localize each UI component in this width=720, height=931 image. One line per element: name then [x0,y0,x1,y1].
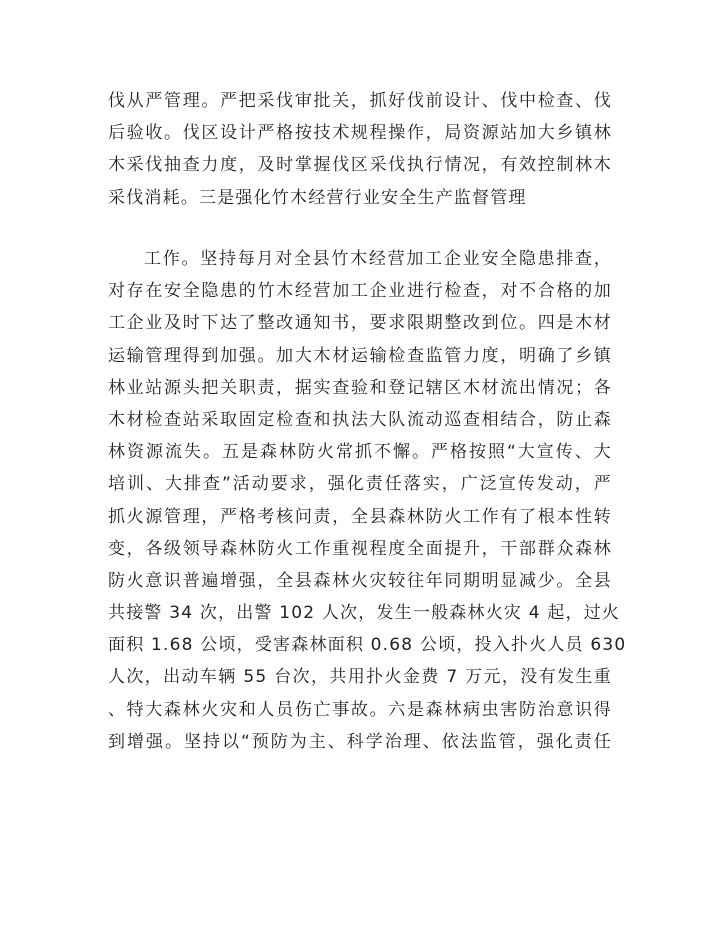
text-line: 面积 1.68 公顷，受害森林面积 0.68 公顷，投入扑火人员 630 [108,635,627,656]
paragraph-2 [108,243,627,758]
text-line: 变，各级领导森林防火工作重视程度全面提升，干部群众森林 [108,538,612,559]
text-line: 抓火源管理，严格考核问责，全县森林防火工作有了根本性转 [108,506,612,527]
text-line: 培训、大排查”活动要求，强化责任落实，广泛宣传发动，严 [108,474,612,495]
text-line: 后验收。伐区设计严格按技术规程操作，局资源站加大乡镇林 [108,123,612,144]
text-line: 林业站源头把关职责，据实查验和登记辖区木材流出情况；各 [108,377,612,398]
text-line: 木采伐抽查力度，及时掌握伐区采伐执行情况，有效控制林木 [108,155,612,176]
text-line: 运输管理得到加强。加大木材运输检查监管力度，明确了乡镇 [108,345,612,366]
text-line: 、特大森林火灾和人员伤亡事故。六是森林病虫害防治意识得 [108,699,612,720]
text-line: 人次，出动车辆 55 台次，共用扑火金费 7 万元，没有发生重 [108,667,612,688]
text-line: 到增强。坚持以“预防为主、科学治理、依法监管，强化责任 [108,731,612,752]
text-line: 采伐消耗。三是强化竹木经营行业安全生产监督管理 [108,187,527,208]
text-line: 工企业及时下达了整改通知书，要求限期整改到位。四是木材 [108,313,612,334]
text-line: 共接警 34 次，出警 102 人次，发生一般森林火灾 4 起，过火 [108,603,621,624]
text-line: 工作。坚持每月对全县竹木经营加工企业安全隐患排查， [144,249,612,269]
text-line: 防火意识普遍增强，全县森林火灾较往年同期明显减少。全县 [108,570,612,591]
text-line: 木材检查站采取固定检查和执法大队流动巡查相结合，防止森 [108,409,612,430]
paragraph-1 [108,85,612,214]
text-line: 对存在安全隐患的竹木经营加工企业进行检查，对不合格的加 [108,281,612,302]
text-line: 林资源流失。五是森林防火常抓不懈。严格按照“大宣传、大 [108,442,612,463]
text-line: 伐从严管理。严把采伐审批关，抓好伐前设计、伐中检查、伐 [108,91,612,111]
